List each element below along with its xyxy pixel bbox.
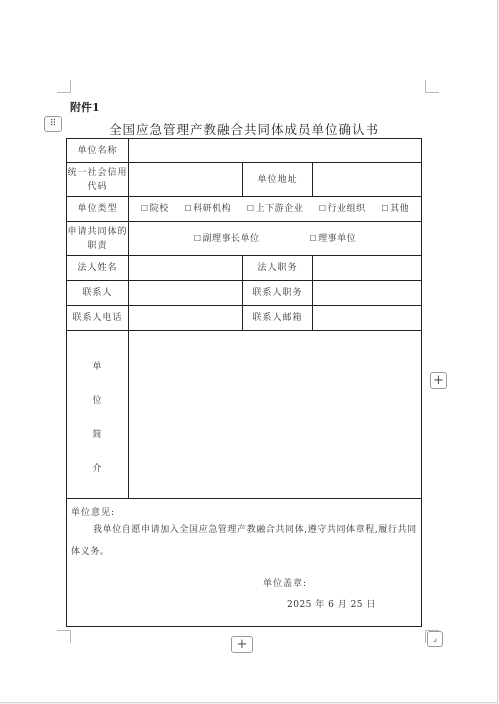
attachment-label: 附件1 [70,101,100,114]
role-option[interactable]: ☐理事单位 [309,233,357,244]
opinion-date: 2025 年 6 月 25 日 [287,600,376,610]
opinion-text: 我单位自愿申请加入全国应急管理产教融合共同体,遵守共同体章程,履行共同体义务。 [71,525,417,557]
unit-type-option[interactable]: ☐院校 [140,204,169,214]
legal-rep-name-field[interactable] [129,256,243,281]
contact-phone-label: 联系人电话 [67,306,129,331]
checkbox-icon[interactable]: ☐ [140,204,149,213]
legal-rep-title-label: 法人职务 [243,256,313,281]
checkbox-icon[interactable]: ☐ [246,204,255,213]
unit-intro-char: 简 [92,430,102,440]
unit-type-option[interactable]: ☐科研机构 [184,204,232,214]
crop-mark-top-left [57,80,71,93]
contact-label: 联系人 [67,281,129,306]
contact-title-label: 联系人职务 [243,281,313,306]
unit-name-field[interactable] [129,139,421,163]
unit-type-option[interactable]: ☐行业组织 [318,204,366,214]
add-column-plus-icon[interactable]: + [430,372,447,389]
unit-type-options [129,197,421,222]
checkbox-icon[interactable]: ☐ [309,233,318,243]
role-option[interactable]: ☐副理事长单位 [193,233,260,244]
table-resize-icon[interactable]: ⌟ [427,631,443,647]
credit-code-label: 统一社会信用代码 [67,163,129,197]
unit-address-label: 单位地址 [243,163,313,197]
checkbox-icon[interactable]: ☐ [193,233,202,243]
legal-rep-name-label: 法人姓名 [67,256,129,281]
unit-intro-field[interactable] [129,331,421,499]
contact-email-label: 联系人邮箱 [243,306,313,331]
unit-intro-char: 位 [92,396,102,406]
table-move-handle-icon[interactable]: ⠿ [44,116,62,132]
unit-name-label: 单位名称 [67,139,129,163]
unit-type-label: 单位类型 [67,197,129,222]
checkbox-icon[interactable]: ☐ [184,204,193,213]
contact-title-field[interactable] [313,281,421,306]
document-title: 全国应急管理产教融合共同体成员单位确认书 [108,122,379,137]
contact-phone-field[interactable] [129,306,243,331]
crop-mark-top-right [425,80,439,93]
role-options [129,222,421,256]
seal-label: 单位盖章: [263,579,308,589]
contact-email-field[interactable] [313,306,421,331]
credit-code-field[interactable] [129,163,243,197]
crop-mark-bottom-left [57,630,71,643]
unit-intro-char: 单 [92,362,102,372]
confirmation-form-table [66,138,422,627]
contact-field[interactable] [129,281,243,306]
add-row-plus-icon[interactable]: + [231,636,253,653]
checkbox-icon[interactable]: ☐ [381,204,390,213]
unit-intro-char: 介 [92,464,102,474]
role-label: 申请共同体的职责 [67,222,129,256]
unit-address-field[interactable] [313,163,421,197]
unit-type-option[interactable]: ☐上下游企业 [246,204,304,214]
unit-opinion-section[interactable] [67,499,421,626]
unit-intro-label [67,331,129,499]
legal-rep-title-field[interactable] [313,256,421,281]
unit-type-option[interactable]: ☐其他 [381,204,410,214]
opinion-label: 单位意见: [71,508,116,518]
checkbox-icon[interactable]: ☐ [318,204,327,213]
